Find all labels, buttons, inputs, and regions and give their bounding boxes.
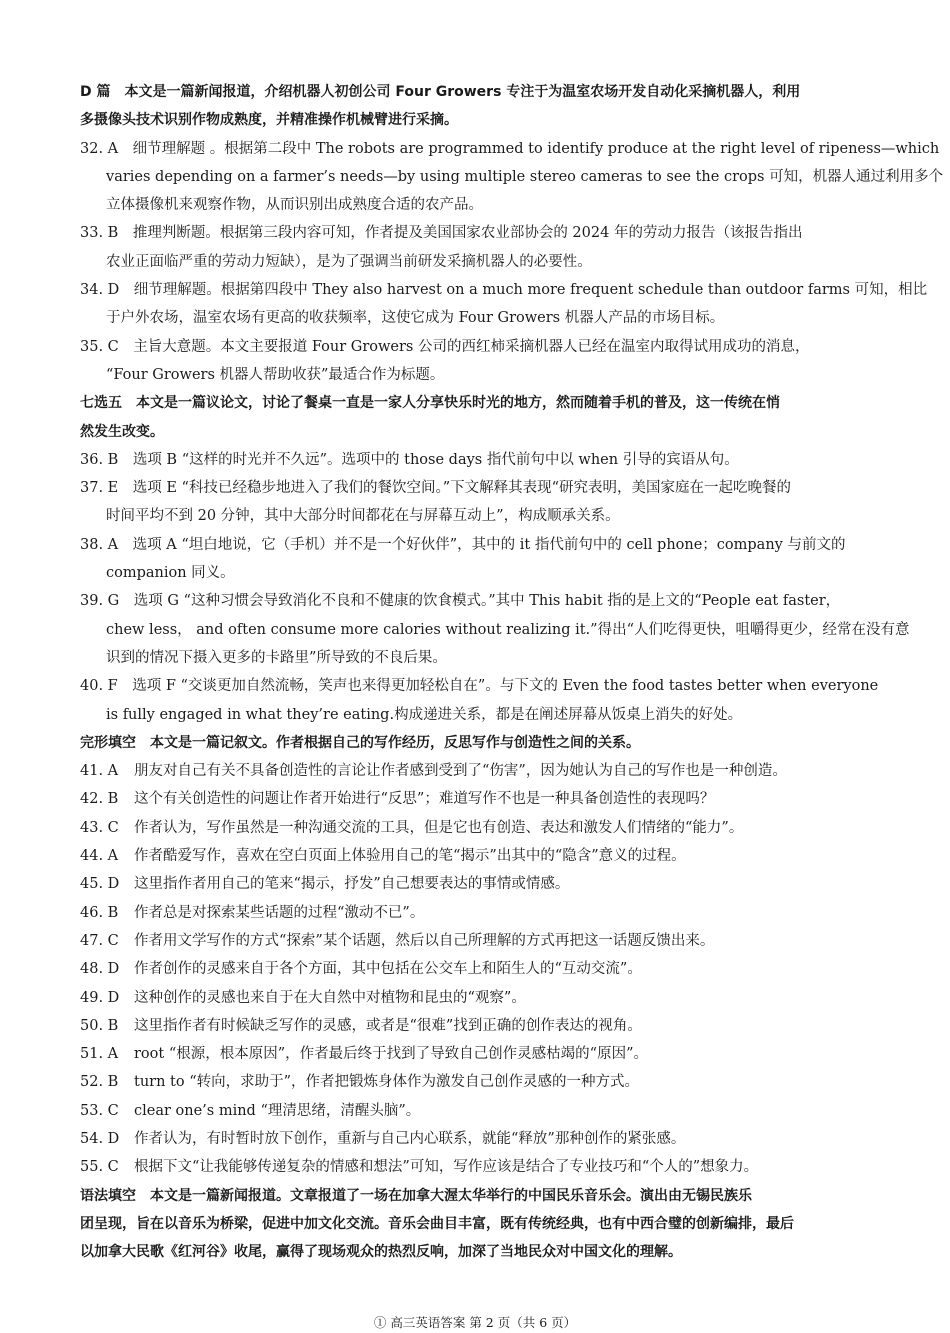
cloze-answer-row (80, 870, 872, 898)
cloze-answer-key: 43. C (80, 819, 119, 836)
cloze-answer-explanation: 作者用文学写作的方式“探索”某个话题，然后以自己所理解的方式再把这一话题反馈出来。 (134, 932, 715, 949)
answer-page (80, 78, 944, 1266)
section-d-header: D 篇 本文是一篇新闻报道，介绍机器人初创公司 Four Growers 专注于为温室农场开发自动化采摘机器人，利用 (80, 84, 801, 100)
cloze-answer-row (80, 814, 872, 842)
cloze-answer-row (80, 1040, 872, 1068)
answer-37: 37. E 选项 E “科技已经稳步地进入了我们的餐饮空间。”下文解释其表现“研究表明，美国家庭在一起吃晚餐的 (80, 480, 792, 497)
answer-39-cont: chew less， and often consume more calories without realizing it.”得出“人们吃得更快，咀嚼得更少，经常在没有意 (106, 621, 910, 638)
answer-36: 36. B 选项 B “这样的时光并不久远”。选项中的 those days 指代前句中以 when 引导的宾语从句。 (80, 451, 739, 468)
section-grammar-header-cont: 团呈现，旨在以音乐为桥梁，促进中加文化交流。音乐会曲目丰富，既有传统经典，也有中西合璧的创新编排，最后 (80, 1215, 794, 1232)
cloze-answer-key: 45. D (80, 876, 120, 893)
cloze-answer-row (80, 1125, 872, 1153)
cloze-answer-row (80, 842, 872, 870)
cloze-answer-key: 46. B (80, 904, 119, 921)
answer-38: 38. A 选项 A “坦白地说，它（手机）并不是一个好伙伴”，其中的 it 指代前句中的 cell phone；company 与前文的 (80, 536, 846, 553)
answer-38-cont: companion 同义。 (106, 565, 235, 582)
answer-35-cont: “Four Growers 机器人帮助收获”最适合作为标题。 (106, 366, 445, 383)
answer-35: 35. C 主旨大意题。本文主要报道 Four Growers 公司的西红柿采摘机器人已经在温室内取得试用成功的消息， (80, 338, 810, 355)
section-seven-header-cont: 然发生改变。 (80, 423, 164, 440)
cloze-answer-explanation: 作者总是对探索某些话题的过程“激动不已”。 (134, 904, 425, 921)
cloze-answer-row (80, 757, 872, 785)
answer-40-cont: is fully engaged in what they’re eating.构成递进关系，都是在阐述屏幕从饭桌上消失的好处。 (106, 706, 743, 723)
cloze-answer-explanation: 这个有关创造性的问题让作者开始进行“反思”；难道写作不也是一种具备创造性的表现吗？ (134, 791, 715, 808)
cloze-answer-key: 55. C (80, 1159, 119, 1176)
cloze-answer-row (80, 927, 872, 955)
answer-32: 32. A 细节理解题 。根据第二段中 The robots are programmed to identify produce at the right level of ripeness—which (80, 140, 940, 157)
answer-34: 34. D 细节理解题。根据第四段中 They also harvest on a much more frequent schedule than outdoor farms 可知，相比 (80, 282, 928, 299)
cloze-answer-key: 41. A (80, 763, 119, 780)
cloze-answer-list (80, 757, 872, 1181)
answer-33-cont: 农业正面临严重的劳动力短缺），是为了强调当前研发采摘机器人的必要性。 (106, 253, 592, 270)
cloze-answer-explanation: turn to “转向，求助于”，作者把锻炼身体作为激发自己创作灵感的一种方式。 (134, 1074, 640, 1091)
cloze-answer-explanation: 根据下文“让我能够传递复杂的情感和想法”可知，写作应该是结合了专业技巧和“个人的”想象力。 (134, 1159, 759, 1176)
cloze-answer-key: 47. C (80, 932, 119, 949)
cloze-answer-row (80, 1068, 872, 1096)
cloze-answer-explanation: clear one’s mind “理清思绪，清醒头脑”。 (134, 1102, 421, 1119)
cloze-answer-row (80, 1153, 872, 1181)
cloze-answer-key: 51. A (80, 1046, 119, 1063)
section-grammar-header-cont: 以加拿大民歌《红河谷》收尾，赢得了现场观众的热烈反响，加深了当地民众对中国文化的理解。 (80, 1244, 682, 1261)
section-cloze-header: 完形填空 本文是一篇记叙文。作者根据自己的写作经历，反思写作与创造性之间的关系。 (80, 734, 640, 751)
cloze-answer-key: 52. B (80, 1074, 119, 1091)
answer-40: 40. F 选项 F “交谈更加自然流畅，笑声也来得更加轻松自在”。与下文的 Even the food tastes better when everyone (80, 678, 879, 695)
cloze-answer-explanation: 朋友对自己有关不具备创造性的言论让作者感到受到了“伤害”，因为她认为自己的写作也是一种创造。 (134, 763, 787, 780)
cloze-answer-explanation: 这里指作者有时候缺乏写作的灵感，或者是“很难”找到正确的创作表达的视角。 (134, 1017, 642, 1034)
section-grammar-header: 语法填空 本文是一篇新闻报道。文章报道了一场在加拿大渥太华举行的中国民乐音乐会。演出由无锡民族乐 (80, 1187, 752, 1204)
cloze-answer-key: 42. B (80, 791, 119, 808)
cloze-answer-row (80, 984, 872, 1012)
answer-33: 33. B 推理判断题。根据第三段内容可知，作者提及美国国家农业部协会的 2024 年的劳动力报告（该报告指出 (80, 225, 803, 242)
cloze-answer-row (80, 1097, 872, 1125)
cloze-answer-row (80, 1012, 872, 1040)
answer-39-cont: 识到的情况下摄入更多的卡路里”所导致的不良后果。 (106, 649, 447, 666)
answer-32-cont: 立体摄像机来观察作物，从而识别出成熟度合适的农产品。 (106, 197, 483, 214)
cloze-answer-key: 54. D (80, 1130, 120, 1147)
cloze-answer-key: 53. C (80, 1102, 119, 1119)
page-footer: ① 高三英语答案 第 2 页（共 6 页） (373, 1315, 577, 1330)
cloze-answer-key: 44. A (80, 848, 119, 865)
cloze-answer-row (80, 785, 872, 813)
cloze-answer-explanation: 作者酷爱写作，喜欢在空白页面上体验用自己的笔“揭示”出其中的“隐含”意义的过程。 (134, 848, 686, 865)
cloze-answer-explanation: 这种创作的灵感也来自于在大自然中对植物和昆虫的“观察”。 (134, 989, 526, 1006)
cloze-answer-explanation: root “根源，根本原因”，作者最后终于找到了导致自己创作灵感枯竭的“原因”。 (134, 1046, 648, 1063)
cloze-answer-key: 50. B (80, 1017, 119, 1034)
cloze-answer-explanation: 作者认为，写作虽然是一种沟通交流的工具，但是它也有创造、表达和激发人们情绪的“能力”。 (134, 819, 744, 836)
cloze-answer-key: 49. D (80, 989, 120, 1006)
section-seven-header: 七选五 本文是一篇议论文，讨论了餐桌一直是一家人分享快乐时光的地方，然而随着手机的普及，这一传统在悄 (80, 395, 780, 412)
cloze-answer-row (80, 955, 872, 983)
cloze-answer-explanation: 作者认为，有时暂时放下创作，重新与自己内心联系，就能“释放”那种创作的紧张感。 (134, 1130, 686, 1147)
cloze-answer-explanation: 作者创作的灵感来自于各个方面，其中包括在公交车上和陌生人的“互动交流”。 (134, 961, 642, 978)
section-d-header-cont: 多摄像头技术识别作物成熟度，并精准操作机械臂进行采摘。 (80, 112, 458, 129)
answer-34-cont: 于户外农场，温室农场有更高的收获频率，这使它成为 Four Growers 机器人产品的市场目标。 (106, 310, 725, 327)
cloze-answer-row (80, 899, 872, 927)
answer-39: 39. G 选项 G “这种习惯会导致消化不良和不健康的饮食模式。”其中 This habit 指的是上文的“People eat faster， (80, 593, 841, 610)
cloze-answer-key: 48. D (80, 961, 120, 978)
answer-37-cont: 时间平均不到 20 分钟，其中大部分时间都花在与屏幕互动上”，构成顺承关系。 (106, 508, 620, 525)
answer-32-cont: varies depending on a farmer’s needs—by using multiple stereo cameras to see the crops 可知，机器人通过利用多个 (106, 168, 944, 185)
cloze-answer-explanation: 这里指作者用自己的笔来“揭示，抒发”自己想要表达的事情或情感。 (134, 876, 570, 893)
